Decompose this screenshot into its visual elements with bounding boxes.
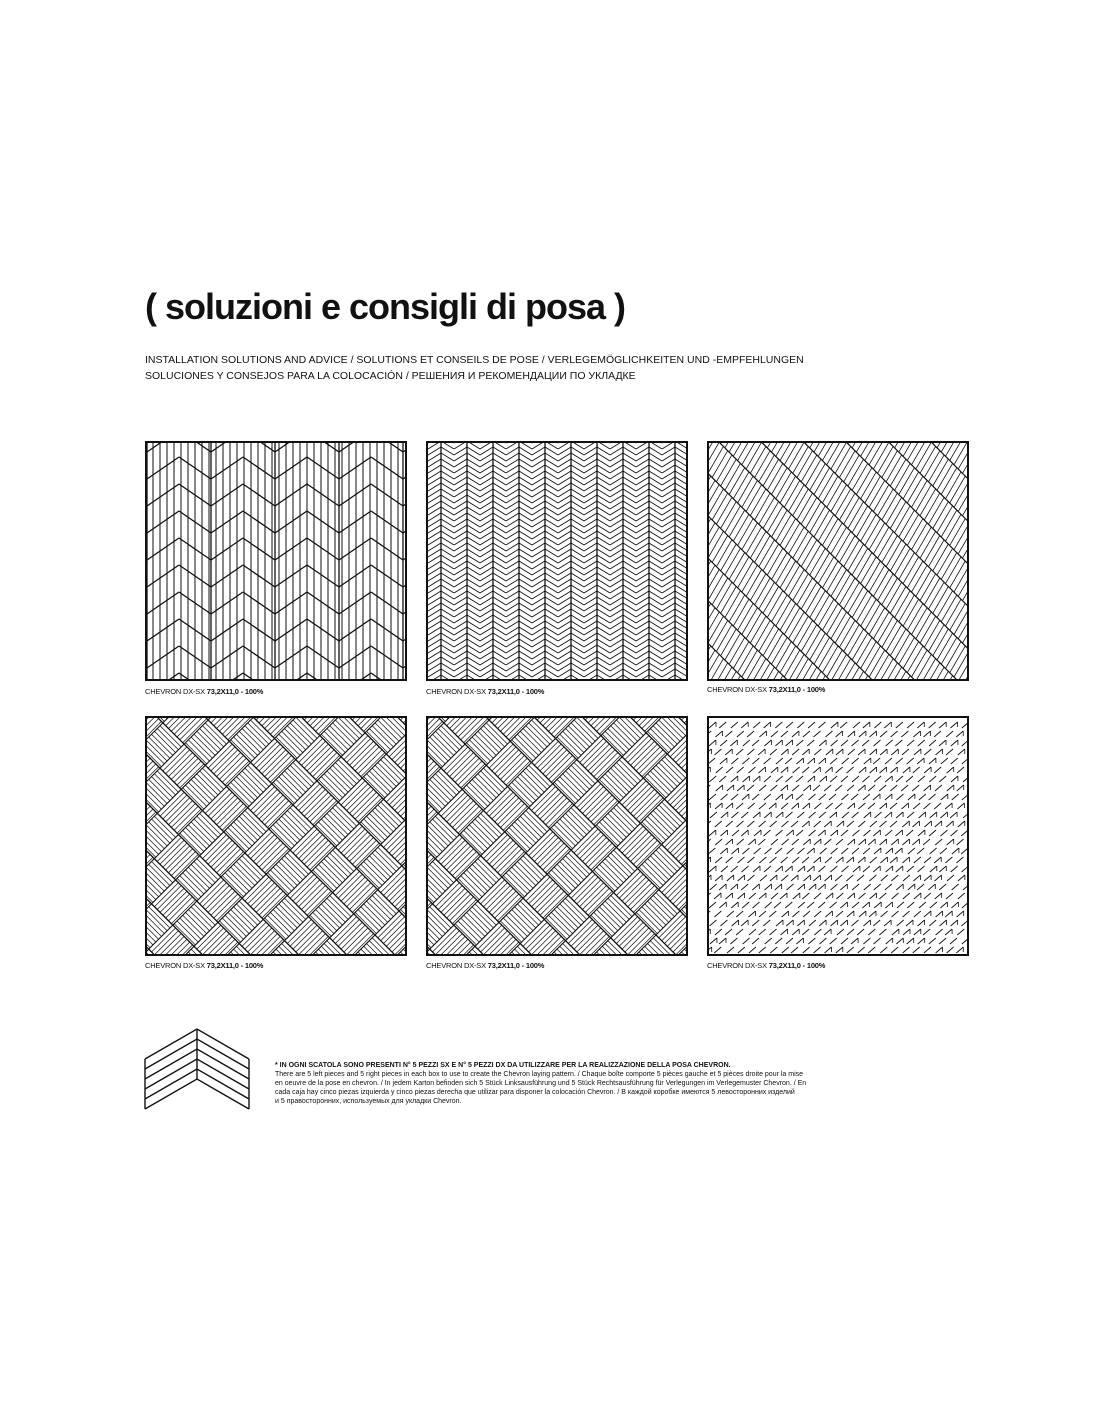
pattern-tile-diagonal-bands [707,441,969,681]
pattern-drawing [709,443,967,679]
pattern-caption [707,961,825,970]
caption-prefix: CHEVRON DX-SX [145,687,207,696]
note-line: и 5 правосторонних, используемых для укладки Chevron. [275,1098,462,1105]
caption-prefix: CHEVRON DX-SX [426,961,488,970]
pattern-caption [426,687,544,696]
pattern-caption [707,685,825,694]
caption-size: 73,2X11,0 - 100% [487,961,545,970]
pattern-drawing [147,718,405,954]
caption-size: 73,2X11,0 - 100% [768,961,826,970]
packaging-note [275,1061,975,1106]
caption-prefix: CHEVRON DX-SX [707,961,769,970]
pattern-tile-vertical-chevron [145,441,407,681]
caption-size: 73,2X11,0 - 100% [206,961,264,970]
chevron-piece-lines [145,1029,249,1109]
pattern-tile-random-dashes [707,716,969,956]
subtitle-line-2: SOLUCIONES Y CONSEJOS PARA LA COLOCACIÓN / РЕШЕНИЯ И РЕКОМЕНДАЦИИ ПО УКЛАДКЕ [145,370,636,382]
pattern-drawing [147,443,405,679]
chevron-piece-icon [143,1027,251,1111]
page-title: ( soluzioni e consigli di posa ) [145,286,626,327]
pattern-tile-vertical-herringbone [426,441,688,681]
pattern-drawing [428,718,686,954]
note-line: cada caja hay cinco piezas izquierda y cinco piezas derecha que utilizar para disponer la colocación Chevron. / В каждой коробке имеются 5 левосторонних изделий [275,1089,795,1096]
caption-size: 73,2X11,0 - 100% [487,687,545,696]
note-line: There are 5 left pieces and 5 right pieces in each box to use to create the Chevron laying pattern. / Chaque boîte comporte 5 pièces gauche et 5 pièces droite pour la mise [275,1071,804,1078]
pattern-tile-diagonal-chevron [145,716,407,956]
page-subtitle [145,352,804,384]
note-heading: * IN OGNI SCATOLA SONO PRESENTI N° 5 PEZZI SX E N° 5 PEZZI DX DA UTILIZZARE PER LA REALIZZAZIONE DELLA POSA CHEVRON. [275,1062,731,1069]
caption-prefix: CHEVRON DX-SX [145,961,207,970]
caption-prefix: CHEVRON DX-SX [707,685,769,694]
pattern-caption [145,687,263,696]
caption-size: 73,2X11,0 - 100% [768,685,826,694]
caption-prefix: CHEVRON DX-SX [426,687,488,696]
caption-size: 73,2X11,0 - 100% [206,687,264,696]
pattern-drawing [709,718,967,954]
pattern-drawing [428,443,686,679]
pattern-caption [145,961,263,970]
subtitle-line-1: INSTALLATION SOLUTIONS AND ADVICE / SOLUTIONS ET CONSEILS DE POSE / VERLEGEMÖGLICHKEITEN UND -EMPFEHLUNGEN [145,354,804,366]
pattern-caption [426,961,544,970]
note-line: en oeuvre de la pose en chevron. / In jedem Karton befinden sich 5 Stück Linksausführung und 5 Stück Rechtsausführung für Verlegungen im Verlegemuster Chevron. / En [275,1080,807,1087]
pattern-tile-diagonal-chevron-alt [426,716,688,956]
